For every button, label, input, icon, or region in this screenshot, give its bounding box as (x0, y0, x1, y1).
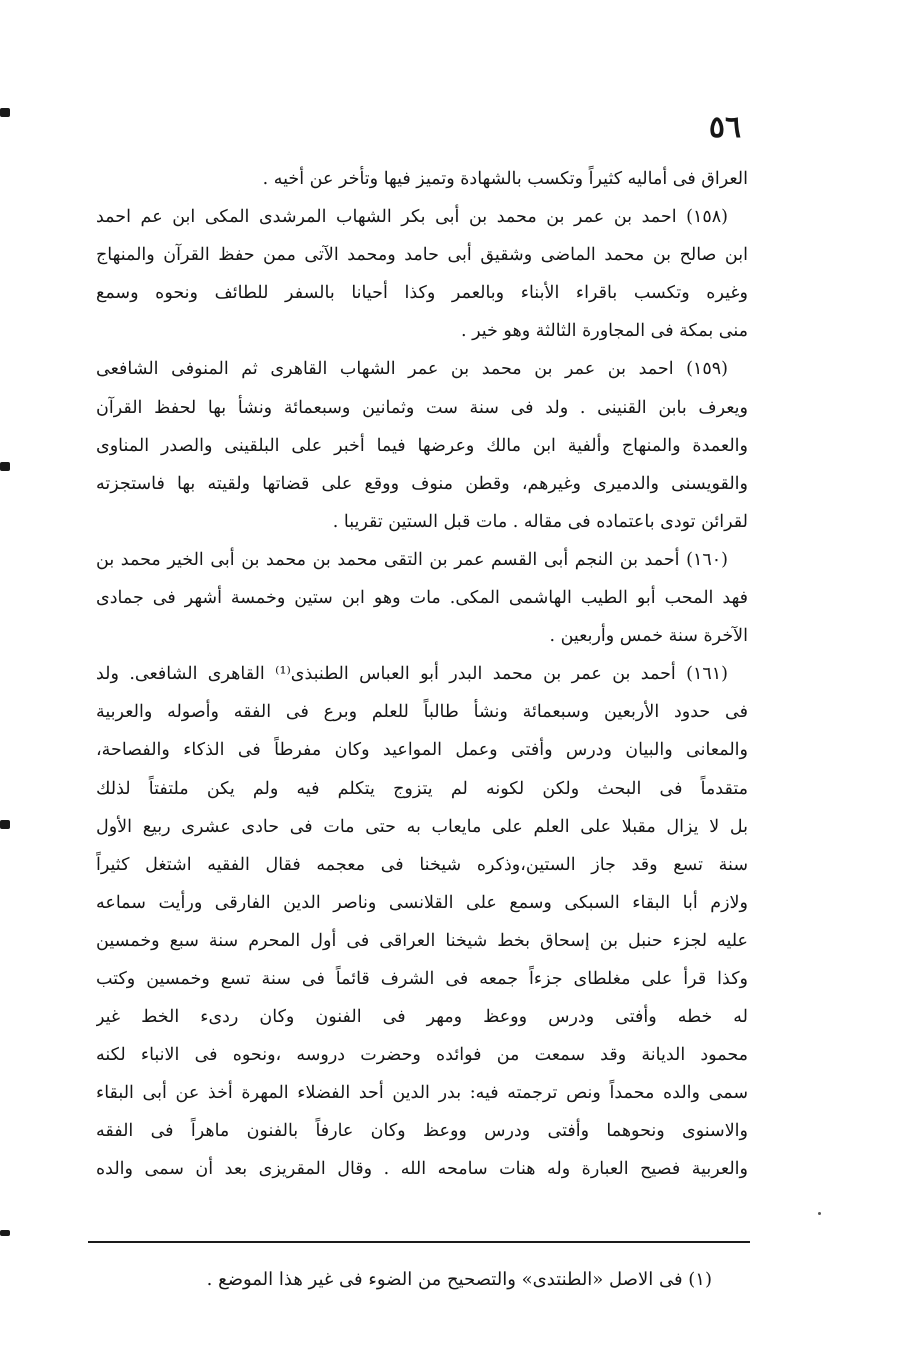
text-line: والعمدة والمنهاج وألفية ابن مالك وعرضها فيما أخبر على البلقينى والصدر المناوى (96, 435, 748, 456)
text-line: منى بمكة فى المجاورة الثالثة وهو خير . (460, 321, 748, 342)
footnote-separator-rule (88, 1241, 750, 1243)
text-line: بل لا يزال مقبلا على العلم على مايعاب به حتى مات فى حادى عشرى ربيع الأول (96, 816, 748, 837)
text-line: سمى والده محمداً ونص ترجمته فيه: بدر الدين أحد الفضلاء المهرة أخذ عن أبى البقاء (96, 1083, 748, 1104)
page-number: ٥٦ (708, 110, 742, 145)
text-line: ويعرف بابن القنينى . ولد فى سنة ست وثمانين وسبعمائة ونشأ بها لحفظ القرآن (96, 397, 748, 418)
binding-mark (0, 1230, 10, 1236)
text-line: ابن صالح بن محمد الماضى وشقيق أبى حامد ومحمد الآتى ممن حفظ القرآن والمنهاج (96, 245, 748, 266)
text-line: ولازم أبا البقاء السبكى وسمع على القلانسى وناصر الدين الفارقى ورأيت سماعه (96, 892, 748, 913)
binding-mark (0, 108, 10, 117)
text-line: فهد المحب أبو الطيب الهاشمى المكى. مات وهو ابن ستين وخمسة أشهر فى جمادى (96, 588, 748, 609)
paper-speck (818, 1212, 821, 1215)
text-line: والاسنوى ونحوهما وأفتى ودرس ووعظ وكان عارفاً بالفنون ماهراً فى الفقه (96, 1121, 748, 1142)
text-line: والمعانى والبيان ودرس وأفتى وعمل المواعيد وكان مفرطاً فى الذكاء والفصاحة، (96, 740, 748, 761)
binding-mark (0, 820, 10, 829)
text-line: متقدماً فى البحث ولكن لكونه لم يتزوج يتكلم فيه ولم يكن ملتفتاً لذلك (96, 778, 748, 799)
entry-160-heading-line: (١٦٠) أحمد بن النجم أبى القسم عمر بن التقى محمد بن محمد بن أبى الخير محمد بن (96, 549, 728, 570)
footnote: (١) فى الاصل «الطنتدى» والتصحيح من الضوء فى غير هذا الموضع . (206, 1269, 712, 1290)
text-line: والعربية فصيح العبارة وله هنات سامحه الله . وقال المقريزى بعد أن سمى والده (96, 1159, 748, 1180)
text-line: سنة تسع وقد جاز الستين،وذكره شيخنا فى معجمه فقال الفقيه اشتغل كثيراً (96, 854, 748, 875)
entry-161-heading-line: (١٦١) أحمد بن عمر بن محمد البدر أبو العباس الطنبذى⁽¹⁾ القاهرى الشافعى. ولد (96, 664, 728, 685)
text-line: فى حدود الأربعين وسبعمائة ونشأ طالباً للعلم وبرع فى الفقه وأصوله والعربية (96, 702, 748, 723)
text-line: الآخرة سنة خمس وأربعين . (549, 626, 748, 647)
text-line: والقويسنى والدميرى وغيرهم، وقطن منوف ووقع على قضاتها ولقيته بها فاستجزته (96, 473, 748, 494)
entry-158-heading-line: (١٥٨) احمد بن عمر بن محمد بن أبى بكر الشهاب المرشدى المكى ابن عم احمد (96, 207, 728, 228)
binding-mark (0, 462, 10, 471)
body-text (96, 160, 748, 1189)
text-line: عليه لجزء حنبل بن إسحاق بخط شيخنا العراقى فى أول المحرم سنة سبع وخمسين (96, 930, 748, 951)
text-line: العراق فى أماليه كثيراً وتكسب بالشهادة وتميز فيها وتأخر عن أخيه . (262, 169, 748, 189)
entry-159-heading-line: (١٥٩) احمد بن عمر بن محمد بن عمر الشهاب القاهرى ثم المنوفى الشافعى (96, 359, 728, 380)
text-line: له خطه وأفتى ودرس ووعظ ومهر فى الفنون وكان ردىء الخط غير (96, 1007, 748, 1028)
text-line: محمود الديانة وقد سمعت من فوائده وحضرت دروسه ،ونحوه فى الانباء لكنه (96, 1045, 748, 1066)
text-line: وغيره وتكسب باقراء الأبناء وبالعمر وكذا أحيانا بالسفر للطائف ونحوه وسمع (96, 283, 748, 304)
text-line: لقرائن تودى باعتماده فى مقاله . مات قبل الستين تقريبا . (332, 511, 748, 532)
text-line: وكذا قرأ على مغلطاى جزءاً جمعه فى الشرف قائماً فى سنة تسع وخمسين وكتب (96, 968, 748, 989)
